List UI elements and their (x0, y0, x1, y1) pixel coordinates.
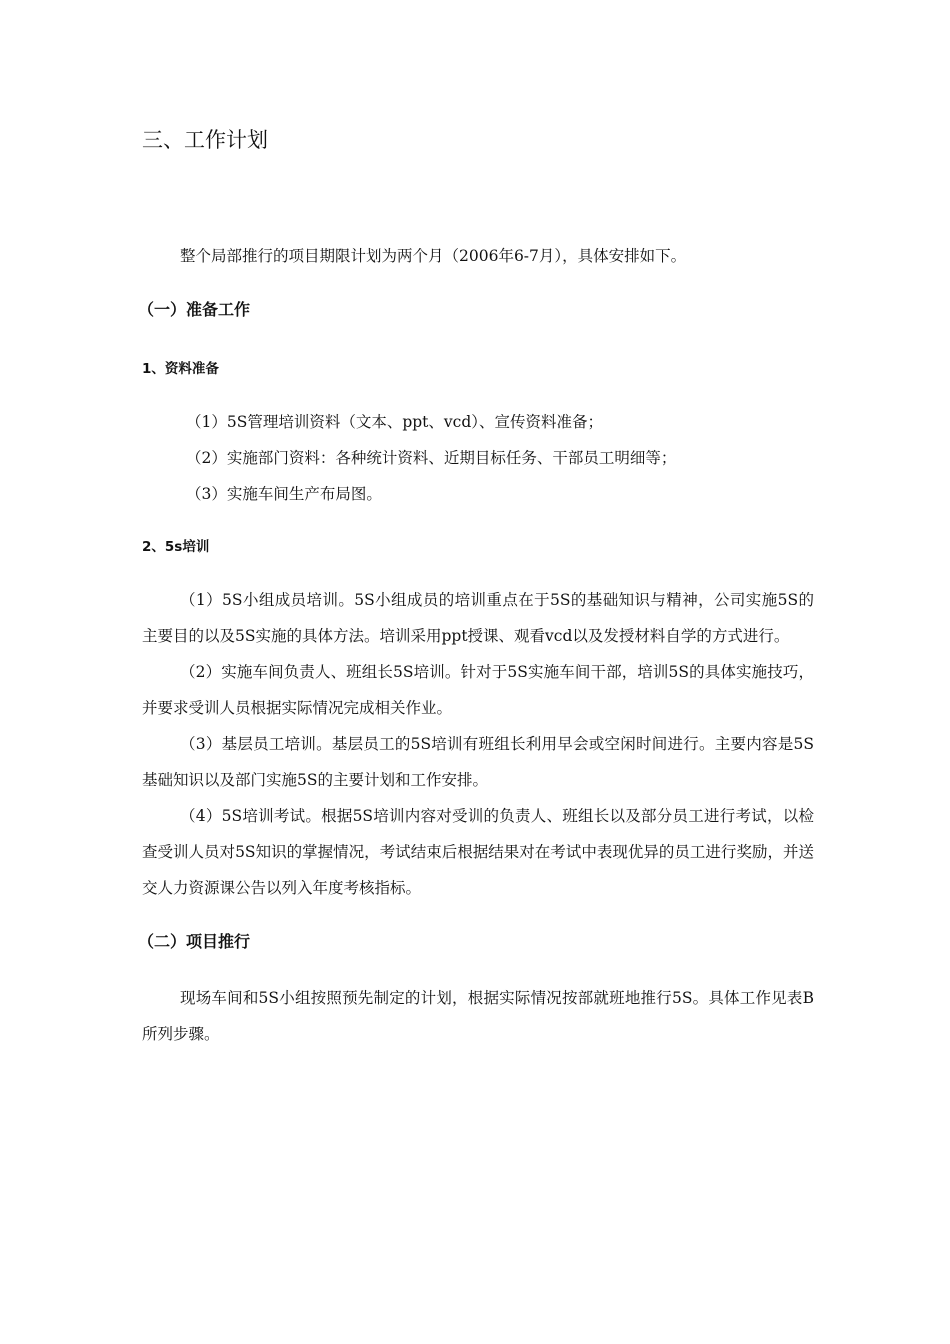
list-item: （3）实施车间生产布局图。 (186, 485, 382, 503)
list-item: （2）实施部门资料：各种统计资料、近期目标任务、干部员工明细等； (186, 449, 677, 467)
sub2-heading: 2、5s培训 (142, 539, 210, 555)
training-paragraph: （3）基层员工培训。基层员工的5S培训有班组长利用早会或空闲时间进行。主要内容是5S基础知识以及部门实施5S的主要计划和工作安排。 (142, 735, 814, 789)
intro-paragraph: 整个局部推行的项目期限计划为两个月（2006年6-7月），具体安排如下。 (180, 247, 687, 265)
training-paragraph: （2）实施车间负责人、班组长5S培训。针对于5S实施车间干部，培训5S的具体实施技巧，并要求受训人员根据实际情况完成相关作业。 (142, 663, 814, 717)
training-paragraph: （1）5S小组成员培训。5S小组成员的培训重点在于5S的基础知识与精神，公司实施5S的主要目的以及5S实施的具体方法。培训采用ppt授课、观看vcd以及发授材料自学的方式进行。 (142, 591, 814, 645)
sub1-heading: 1、资料准备 (142, 361, 219, 377)
part2-heading: （二）项目推行 (138, 932, 251, 951)
section-title: 三、工作计划 (142, 128, 268, 152)
training-paragraph: （4）5S培训考试。根据5S培训内容对受训的负责人、班组长以及部分员工进行考试，以检查受训人员对5S知识的掌握情况，考试结束后根据结果对在考试中表现优异的员工进行奖励，并送交人力资源课公告以列入年度考核指标。 (142, 807, 814, 897)
list-item: （1）5S管理培训资料（文本、ppt、vcd）、宣传资料准备； (186, 413, 604, 431)
document-content (138, 122, 814, 1052)
part1-heading: （一）准备工作 (138, 300, 251, 319)
part2-paragraph: 现场车间和5S小组按照预先制定的计划，根据实际情况按部就班地推行5S。具体工作见表B所列步骤。 (142, 989, 814, 1043)
